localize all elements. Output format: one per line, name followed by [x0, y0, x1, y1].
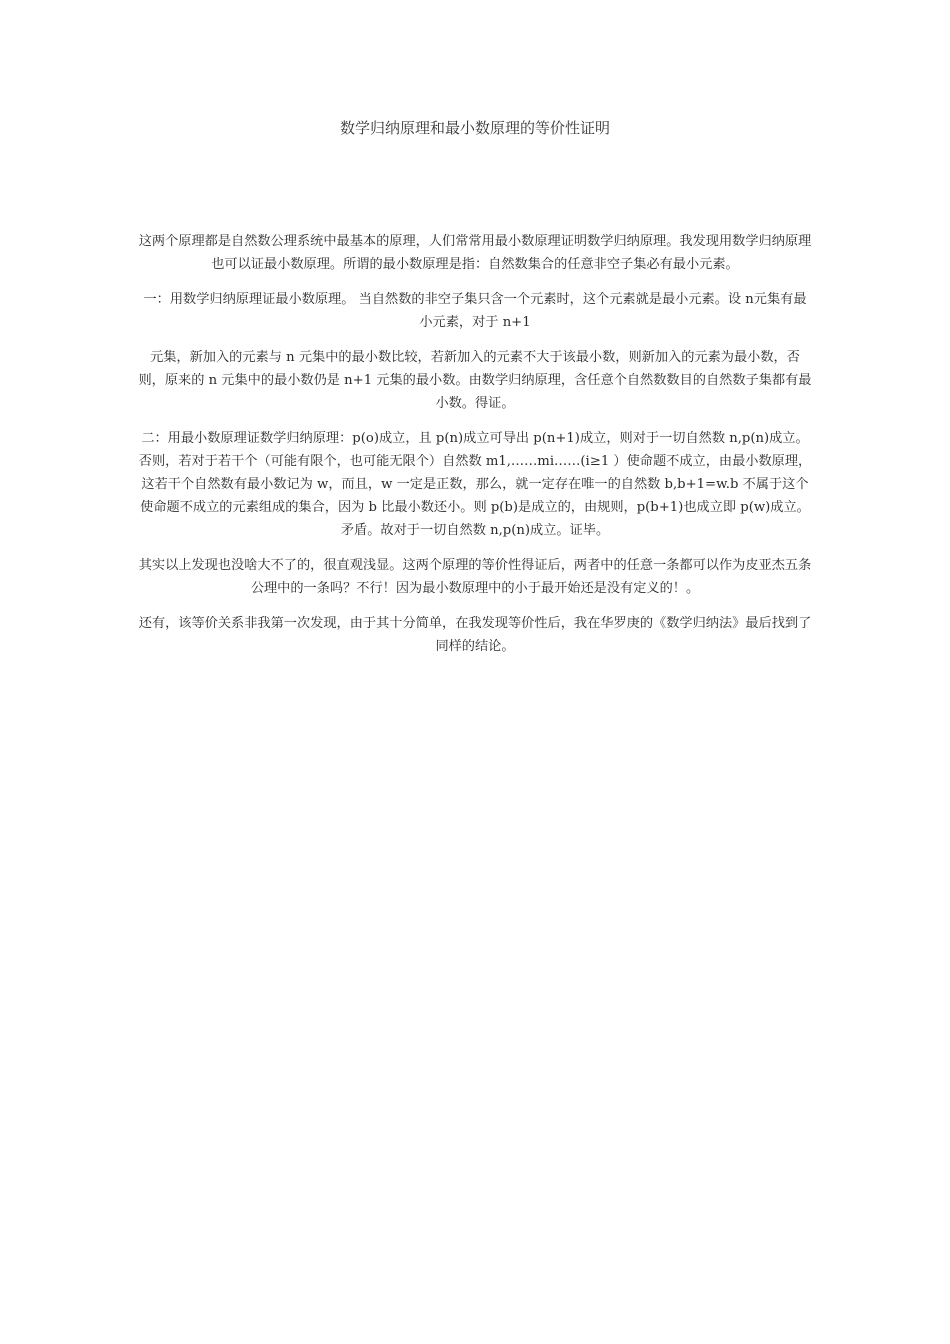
paragraph-intro: 这两个原理都是自然数公理系统中最基本的原理，人们常常用最小数原理证明数学归纳原理。我发现用数学归纳原理也可以证最小数原理。所谓的最小数原理是指：自然数集合的任意非空子集必有最小元素。 [138, 234, 812, 272]
paragraph-part-one-a: 一：用数学归纳原理证最小数原理。 当自然数的非空子集只含一个元素时，这个元素就是最小元素。设 n元集有最小元素，对于 n+1 [143, 292, 807, 330]
paragraph-part-two: 二：用最小数原理证数学归纳原理：p(o)成立，且 p(n)成立可导出 p(n+1)成立，则对于一切自然数 n,p(n)成立。否则，若对于若干个（可能有限个，也可能无限个）自然数 m1,……mi……(i≥1 ）使命题不成立，由最小数原理，这若干个自然数有最小数记为 w，而且，w 一定是正数，那么，就一定存在唯一的自然数 b,b+1=w.b 不属于这个使命题不成立的元素组成的集合，因为 b 比最小数还小。则 p(b)是成立的，由规则，p(b+1)也成立即 p(w)成立。矛盾。故对于一切自然数 n,p(n)成立。证毕。 [138, 431, 812, 538]
paragraph-remark: 其实以上发现也没啥大不了的，很直观浅显。这两个原理的等价性得证后，两者中的任意一条都可以作为皮亚杰五条公理中的一条吗？不行！因为最小数原理中的小于最开始还是没有定义的！。 [138, 558, 812, 596]
document-body [138, 230, 812, 658]
paragraph-part-one-b: 元集，新加入的元素与 n 元集中的最小数比较，若新加入的元素不大于该最小数，则新加入的元素为最小数，否则，原来的 n 元集中的最小数仍是 n+1 元集的最小数。由数学归纳原理，含任意个自然数数目的自然数子集都有最小数。得证。 [138, 350, 812, 411]
document-title: 数学归纳原理和最小数原理的等价性证明 [339, 119, 610, 137]
paragraph-closing: 还有，该等价关系非我第一次发现，由于其十分简单，在我发现等价性后，我在华罗庚的《数学归纳法》最后找到了同样的结论。 [138, 616, 812, 654]
